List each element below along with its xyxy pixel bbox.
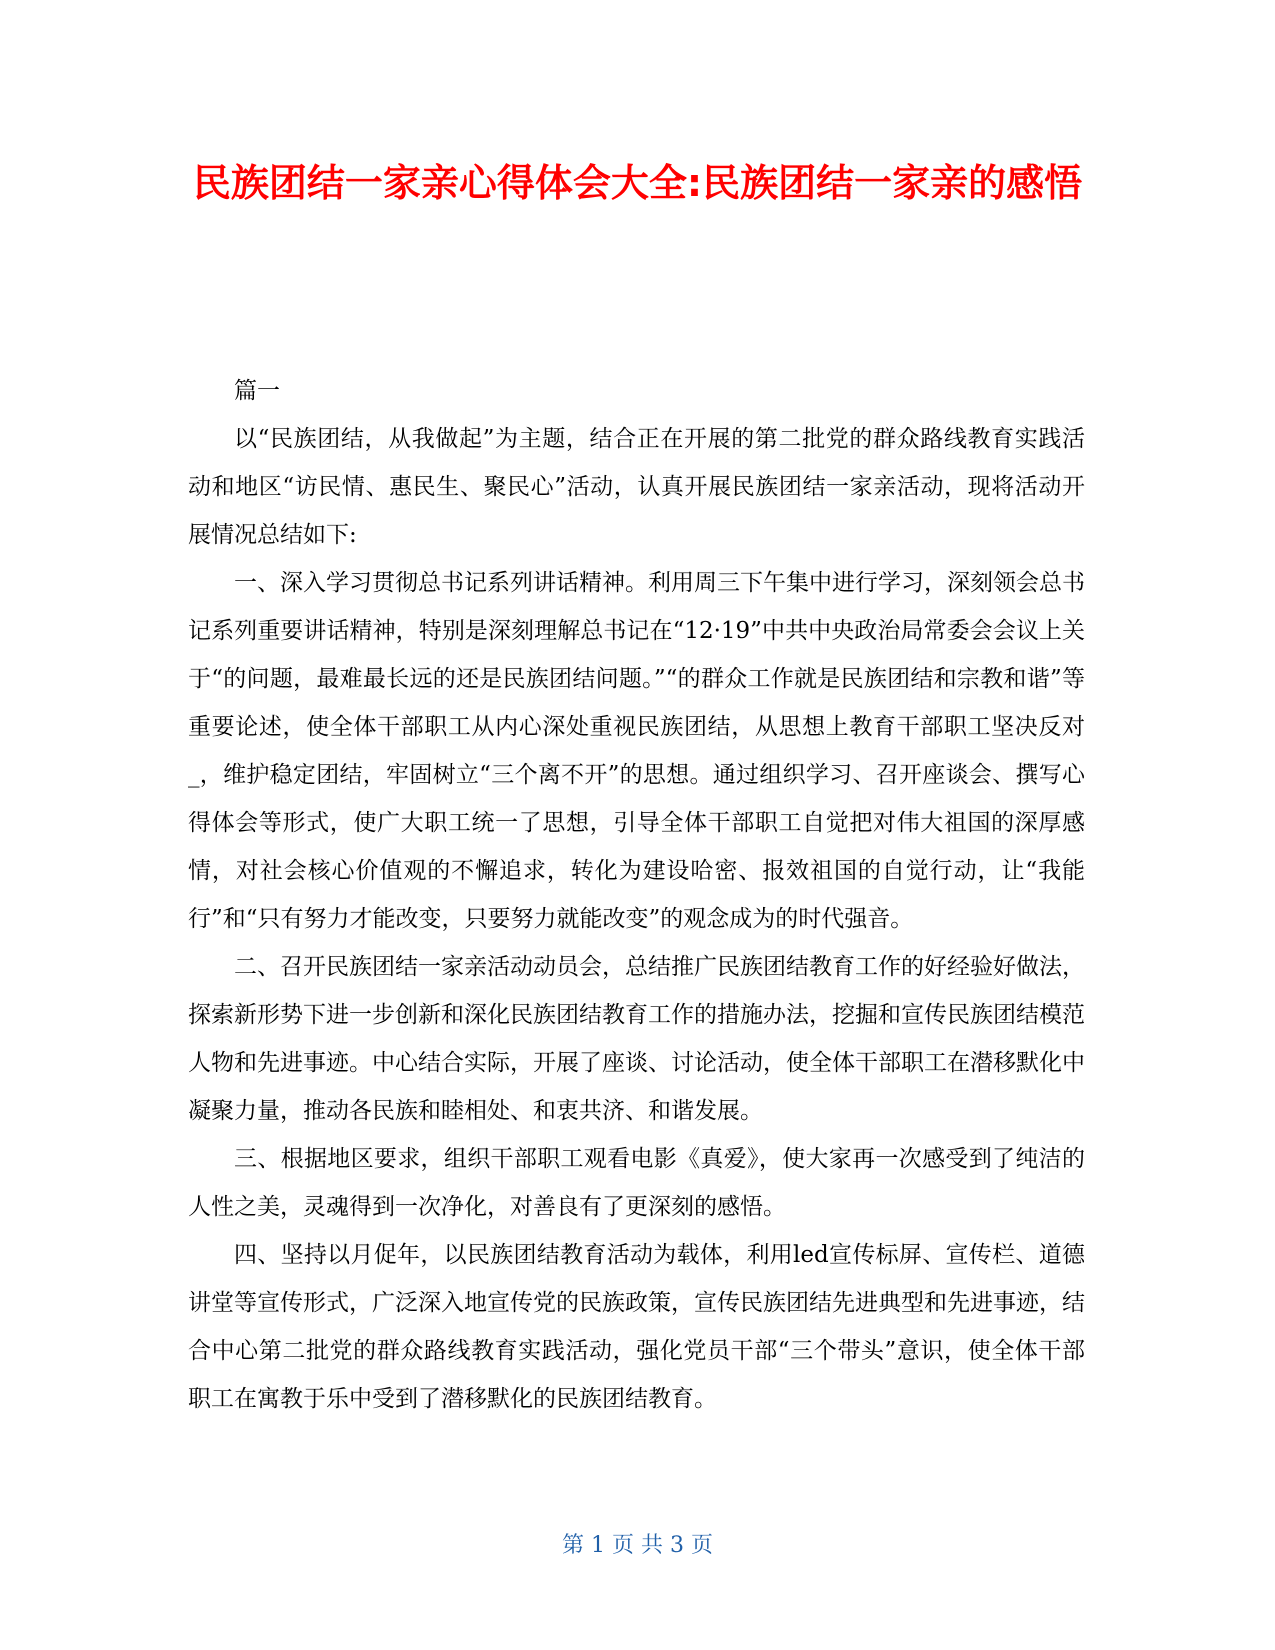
page-footer [0,1531,1275,1561]
document-body [188,367,1085,1423]
paragraph-point-2: 二、召开民族团结一家亲活动动员会，总结推广民族团结教育工作的好经验好做法，探索新形势下进一步创新和深化民族团结教育工作的措施办法，挖掘和宣传民族团结模范人物和先进事迹。中心结合实际，开展了座谈、讨论活动，使全体干部职工在潜移默化中凝聚力量，推动各民族和睦相处、和衷共济、和谐发展。 [188,954,1085,1124]
page-number-label: 第 1 页 共 3 页 [562,1533,713,1558]
paragraph-point-4: 四、坚持以月促年，以民族团结教育活动为载体，利用led宣传标屏、宣传栏、道德讲堂等宣传形式，广泛深入地宣传党的民族政策，宣传民族团结先进典型和先进事迹，结合中心第二批党的群众路线教育实践活动，强化党员干部“三个带头”意识，使全体干部职工在寓教于乐中受到了潜移默化的民族团结教育。 [188,1242,1085,1412]
document-title: 民族团结一家亲心得体会大全:民族团结一家亲的感悟 [192,161,1083,205]
paragraph-point-1: 一、深入学习贯彻总书记系列讲话精神。利用周三下午集中进行学习，深刻领会总书记系列重要讲话精神，特别是深刻理解总书记在“12·19”中共中央政治局常委会会议上关于“的问题，最难最长远的还是民族团结问题。”“的群众工作就是民族团结和宗教和谐”等重要论述，使全体干部职工从内心深处重视民族团结，从思想上教育干部职工坚决反对_，维护稳定团结，牢固树立“三个离不开”的思想。通过组织学习、召开座谈会、撰写心得体会等形式，使广大职工统一了思想，引导全体干部职工自觉把对伟大祖国的深厚感情，对社会核心价值观的不懈追求，转化为建设哈密、报效祖国的自觉行动，让“我能行”和“只有努力才能改变，只要努力就能改变”的观念成为的时代强音。 [188,570,1085,932]
intro-paragraph: 以“民族团结，从我做起”为主题，结合正在开展的第二批党的群众路线教育实践活动和地区“访民情、惠民生、聚民心”活动，认真开展民族团结一家亲活动，现将活动开展情况总结如下: [188,426,1085,548]
section-heading: 篇一 [234,378,280,404]
paragraph-point-3: 三、根据地区要求，组织干部职工观看电影《真爱》，使大家再一次感受到了纯洁的人性之美，灵魂得到一次净化，对善良有了更深刻的感悟。 [188,1146,1085,1220]
